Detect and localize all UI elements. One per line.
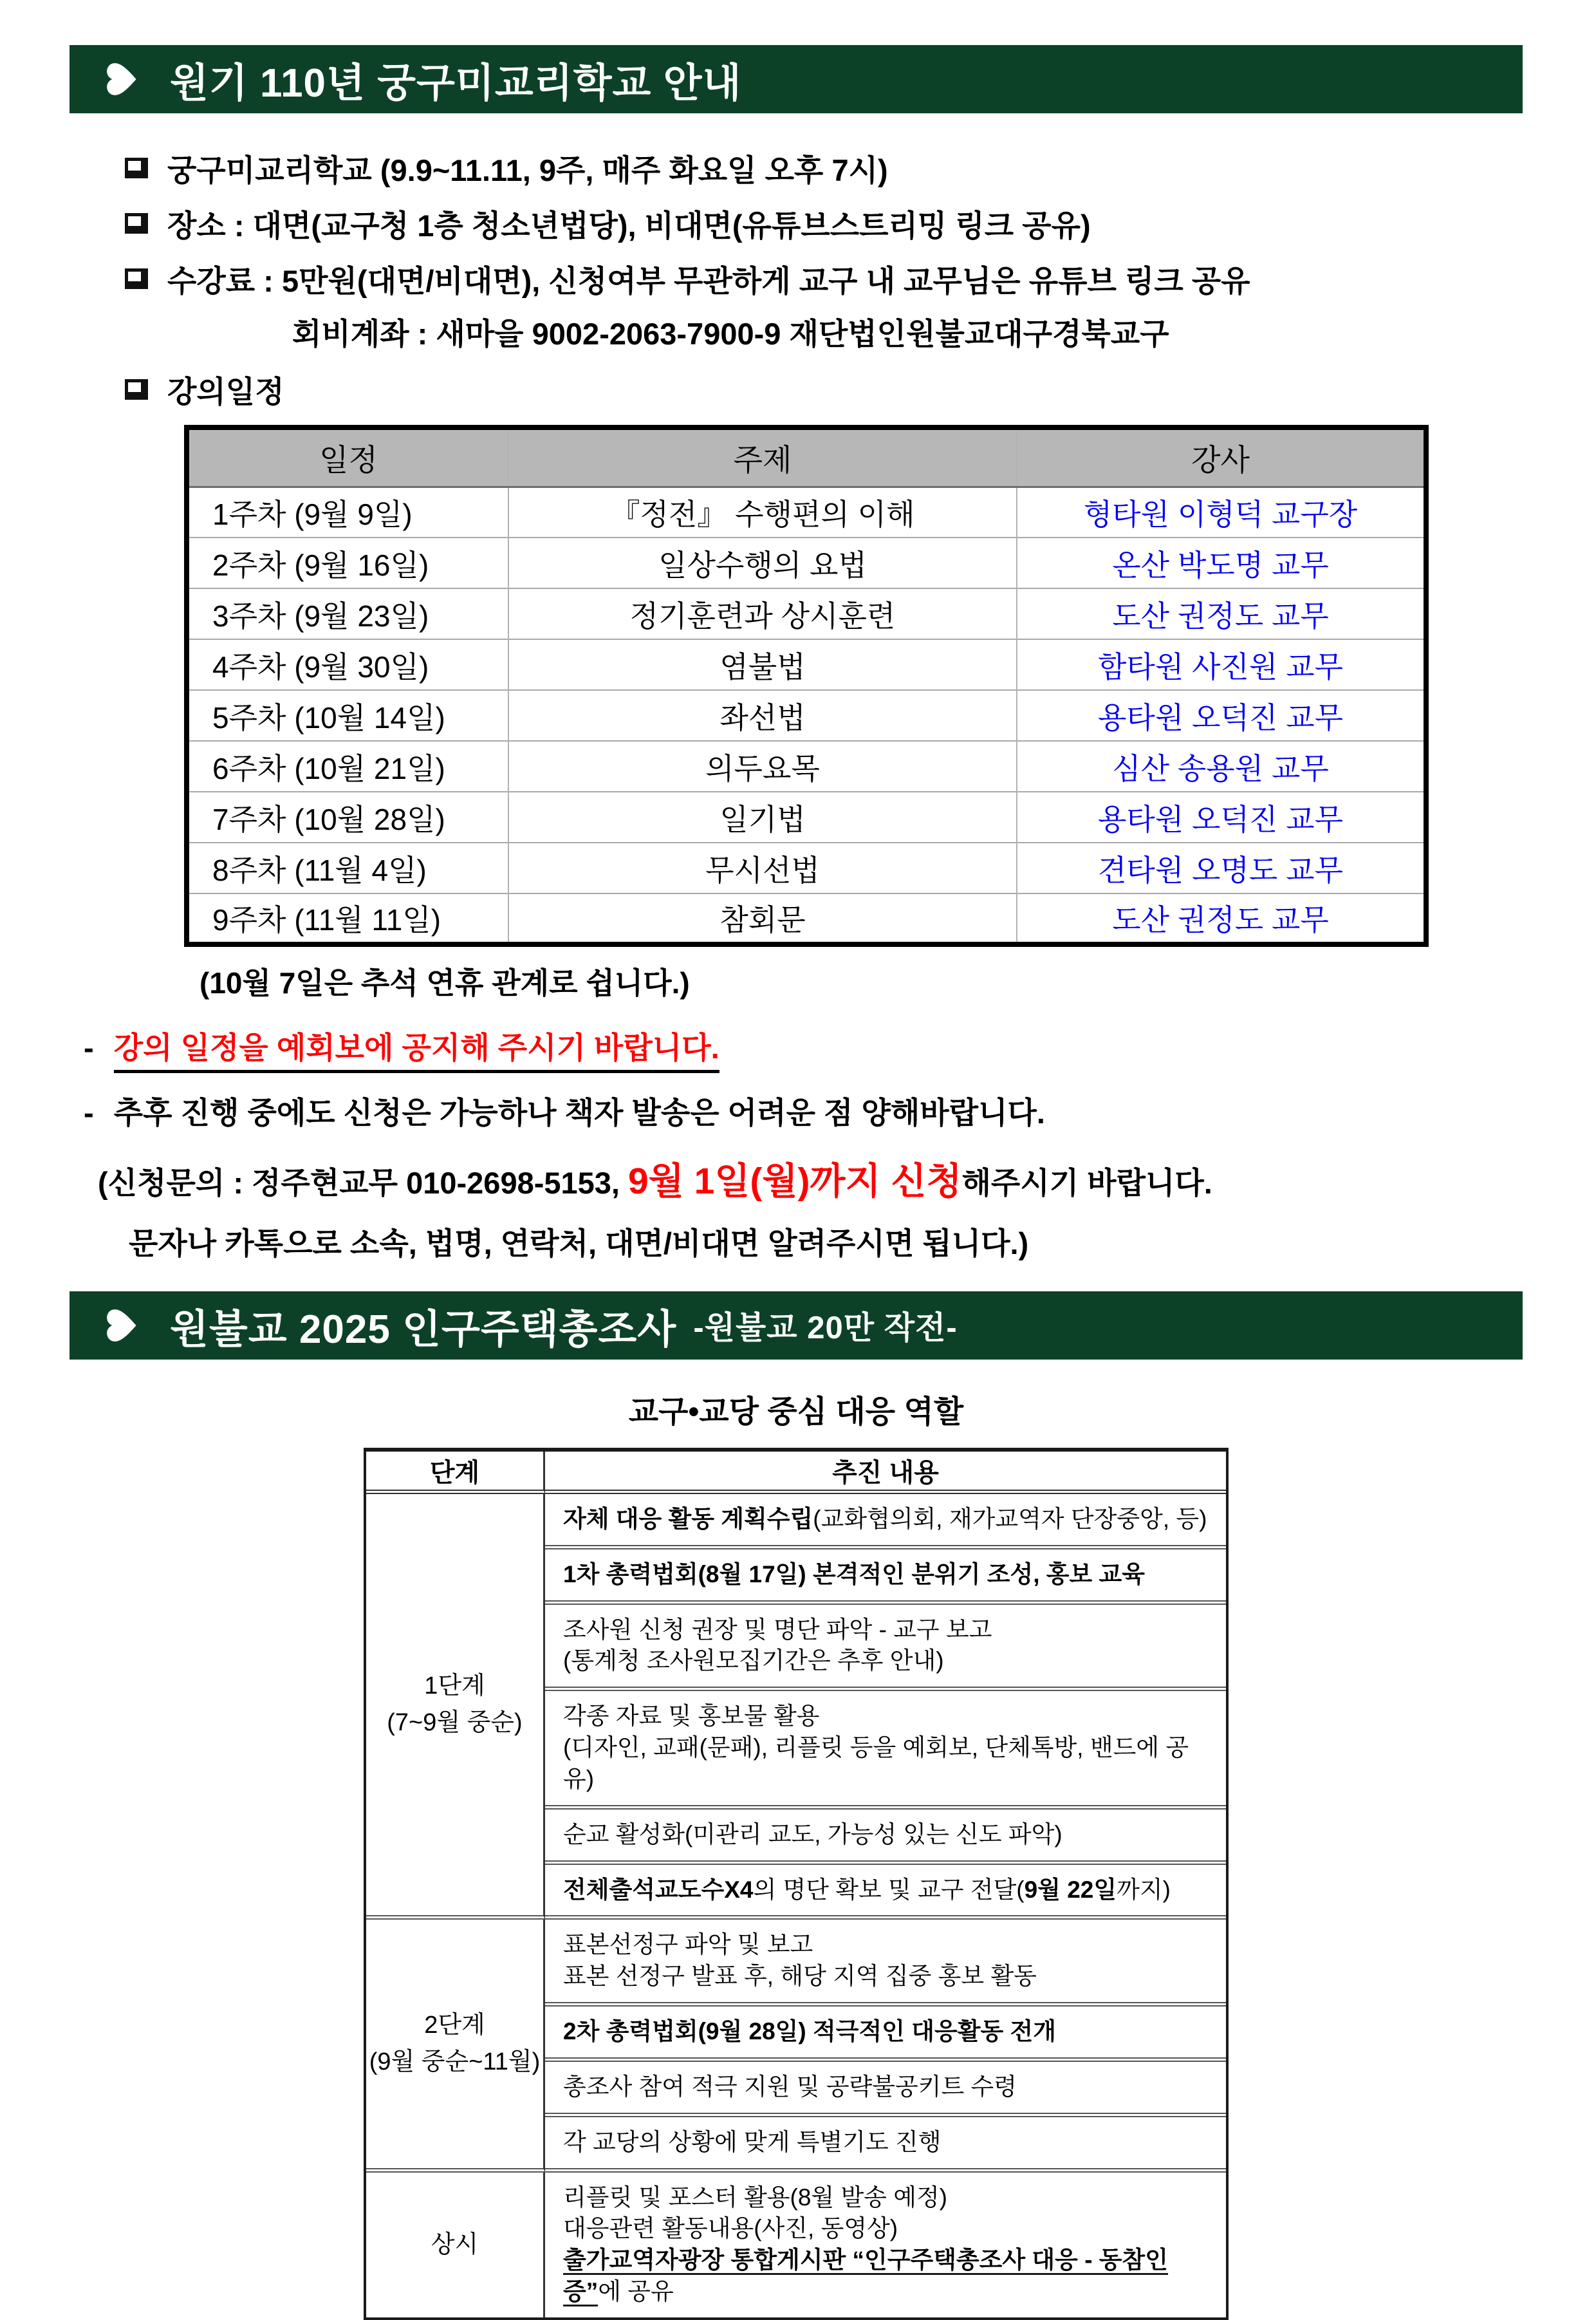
announce-text-red: 강의 일정을 예회보에 공지해 주시기 바랍니다.: [114, 1031, 719, 1073]
topic-cell: 참회문: [508, 893, 1017, 944]
square-bullet-icon: [125, 158, 148, 178]
task-line: 리플릿 및 포스터 활용(8월 발송 예정): [563, 2184, 948, 2211]
table-row: [366, 1920, 1226, 2007]
week-cell: 8주차 (11월 4일): [187, 843, 508, 893]
topic-cell: 일상수행의 요법: [508, 538, 1017, 588]
lecturer-cell: 심산 송용원 교무: [1017, 741, 1426, 792]
square-bullet-icon: [125, 213, 148, 234]
table-row: [187, 588, 1426, 639]
task-line: (디자인, 교패(문패), 리플릿 등을 예회보, 단체톡방, 밴드에 공유): [563, 1734, 1189, 1792]
stage-label: 상시: [431, 2231, 479, 2258]
lecturer-cell: 온산 박도명 교무: [1017, 538, 1426, 588]
table-row: [366, 2173, 1226, 2317]
task-rest: 의 명단 확보 및 교구 전달(: [753, 1876, 1025, 1903]
stage-label: 2단계: [424, 2012, 485, 2039]
table-row: [187, 538, 1426, 588]
lecturer-cell: 용타원 오덕진 교무: [1017, 690, 1426, 741]
lecturer-cell: 도산 권정도 교무: [1017, 588, 1426, 639]
dash: -: [84, 1096, 94, 1130]
task-cell: [545, 1494, 1226, 1549]
lecturer-cell: 형타원 이형덕 교구장: [1017, 487, 1426, 538]
col-header-date: 일정: [187, 427, 508, 487]
deadline-text-red: 9월 1일(월)까지 신청: [628, 1161, 962, 1202]
list-item: [70, 362, 1523, 417]
task-line: (통계청 조사원모집기간은 추후 안내): [563, 1647, 944, 1674]
week-cell: 1주차 (9월 9일): [187, 487, 508, 538]
lecturer-cell: 용타원 오덕진 교무: [1017, 792, 1426, 843]
week-cell: 2주차 (9월 16일): [187, 538, 508, 588]
task-line: 조사원 신청 권장 및 명단 파악 - 교구 보고: [563, 1616, 992, 1643]
task-rest: 까지): [1117, 1876, 1171, 1903]
square-bullet-icon: [125, 268, 148, 289]
week-cell: 9주차 (11월 11일): [187, 893, 508, 944]
topic-cell: 일기법: [508, 792, 1017, 843]
col-header-content: 추진 내용: [545, 1452, 1226, 1494]
stage3-cell: [366, 2173, 545, 2317]
week-cell: 5주차 (10월 14일): [187, 690, 508, 741]
task-bold: 자체 대응 활동 계획수립: [563, 1506, 813, 1532]
table-row: [187, 487, 1426, 538]
lecturer-cell: 도산 권정도 교무: [1017, 893, 1426, 944]
info-item-text: 궁구미교리학교 (9.9~11.11, 9주, 매주 화요일 오후 7시): [167, 153, 888, 187]
task-bold-underline: 출가교역자광장 통합게시판 “인구주택총조사 대응 - 동참인증”: [563, 2247, 1168, 2306]
topic-cell: 정기훈련과 상시훈련: [508, 588, 1017, 639]
table-header-row: [366, 1452, 1226, 1494]
response-table-title: 교구•교당 중심 대응 역할: [628, 1395, 964, 1429]
topic-cell: 좌선법: [508, 690, 1017, 741]
topic-cell: 무시선법: [508, 843, 1017, 893]
stage-label: 1단계: [424, 1672, 485, 1700]
note-contact-line2: 문자나 카톡으로 소속, 법명, 연락처, 대면/비대면 알려주시면 됩니다.): [129, 1226, 1029, 1260]
task-rest: 에 공유: [598, 2278, 674, 2305]
task-bold: 9월 22일: [1024, 1876, 1117, 1903]
table-row: [187, 893, 1426, 944]
week-cell: 4주차 (9월 30일): [187, 639, 508, 690]
col-header-topic: 주제: [508, 427, 1017, 487]
table-header-row: [187, 427, 1426, 487]
info-item-text: 장소 : 대면(교구청 1층 청소년법당), 비대면(유튜브스트리밍 링크 공유): [167, 208, 1091, 243]
task-bold: 1차 총력법회(8월 17일) 본격적인 분위기 조성, 홍보 교육: [563, 1560, 1146, 1587]
section-subtitle: -원불교 20만 작전-: [693, 1311, 958, 1345]
stage2-cell: [366, 1920, 545, 2172]
table-row: [187, 741, 1426, 792]
schedule-label: 강의일정: [167, 374, 284, 409]
stage-period: (9월 중순~11월): [369, 2048, 541, 2076]
holiday-note: (10월 7일은 추석 연휴 관계로 쉽니다.): [200, 966, 690, 1000]
note-late-apply: [84, 1089, 1523, 1132]
week-cell: 7주차 (10월 28일): [187, 792, 508, 843]
heart-bullet-icon: [106, 1308, 140, 1343]
response-roles-table: [364, 1448, 1229, 2320]
task-cell: [545, 2007, 1226, 2062]
section-title: 원기 110년 궁구미교리학교 안내: [170, 61, 742, 106]
table-row: [187, 690, 1426, 741]
week-cell: 3주차 (9월 23일): [187, 588, 508, 639]
task-cell: [545, 1691, 1226, 1809]
col-header-lecturer: 강사: [1017, 427, 1426, 487]
task-bold: 2차 총력법회(9월 28일) 적극적인 대응활동 전개: [563, 2018, 1056, 2045]
task-line: [563, 2245, 1208, 2308]
lecturer-cell: 함타원 사진원 교무: [1017, 639, 1426, 690]
lecturer-cell: 견타원 오명도 교무: [1017, 843, 1426, 893]
section-banner-class-notice: [70, 45, 1523, 113]
table-row: [187, 639, 1426, 690]
task-cell: [545, 1865, 1226, 1920]
section-banner-census: [70, 1291, 1523, 1360]
info-list: [70, 140, 1523, 417]
table-row: [187, 843, 1426, 893]
contact-suffix: 해주시기 바랍니다.: [961, 1166, 1212, 1200]
list-item: [70, 140, 1523, 196]
square-bullet-icon: [125, 379, 148, 400]
topic-cell: 염불법: [508, 639, 1017, 690]
table-row: [187, 792, 1426, 843]
contact-prefix: (신청문의 : 정주현교무 010-2698-5153,: [98, 1166, 629, 1200]
account-line: 회비계좌 : 새마을 9002-2063-7900-9 재단법인원불교대구경북교구: [292, 317, 1169, 351]
task-cell: 총조사 참여 적극 지원 및 공략불공키트 수령: [545, 2062, 1226, 2117]
stage-period: (7~9월 중순): [387, 1709, 523, 1737]
note-announce: [84, 1024, 1523, 1067]
dash: -: [84, 1031, 94, 1065]
lecture-schedule-table: [184, 425, 1429, 947]
task-cell: [545, 1605, 1226, 1692]
task-line: 대응관련 활동내용(사진, 동영상): [563, 2215, 898, 2242]
task-cell: 순교 활성화(미관리 교도, 가능성 있는 신도 파악): [545, 1810, 1226, 1865]
topic-cell: 의두요목: [508, 741, 1017, 792]
table-row: [366, 1494, 1226, 1549]
stage1-cell: [366, 1494, 545, 1920]
list-item: [70, 196, 1523, 251]
week-cell: 6주차 (10월 21일): [187, 741, 508, 792]
task-line: 표본 선정구 발표 후, 해당 지역 집중 홍보 활동: [563, 1963, 1037, 1990]
task-line: 표본선정구 파악 및 보고: [563, 1931, 813, 1958]
task-cell: [545, 1549, 1226, 1605]
list-item: [70, 251, 1523, 306]
topic-cell: 『정전』 수행편의 이해: [508, 487, 1017, 538]
task-cell: 각 교당의 상황에 맞게 특별기도 진행: [545, 2117, 1226, 2173]
task-cell: [545, 1920, 1226, 2007]
note-contact: [98, 1152, 1523, 1204]
task-rest: (교화협의회, 재가교역자 단장중앙, 등): [813, 1506, 1207, 1532]
heart-bullet-icon: [106, 62, 140, 97]
task-cell: [545, 2173, 1226, 2317]
task-line: 각종 자료 및 홍보물 활용: [563, 1703, 820, 1730]
task-bold: 전체출석교도수X4: [563, 1876, 754, 1903]
late-apply-text: 추후 진행 중에도 신청은 가능하나 책자 발송은 어려운 점 양해바랍니다.: [113, 1096, 1045, 1130]
section-title: 원불교 2025 인구주택총조사: [170, 1307, 677, 1352]
col-header-stage: 단계: [366, 1452, 545, 1494]
info-item-text: 수강료 : 5만원(대면/비대면), 신청여부 무관하게 교구 내 교무님은 유튜브 링크 공유: [167, 263, 1250, 298]
